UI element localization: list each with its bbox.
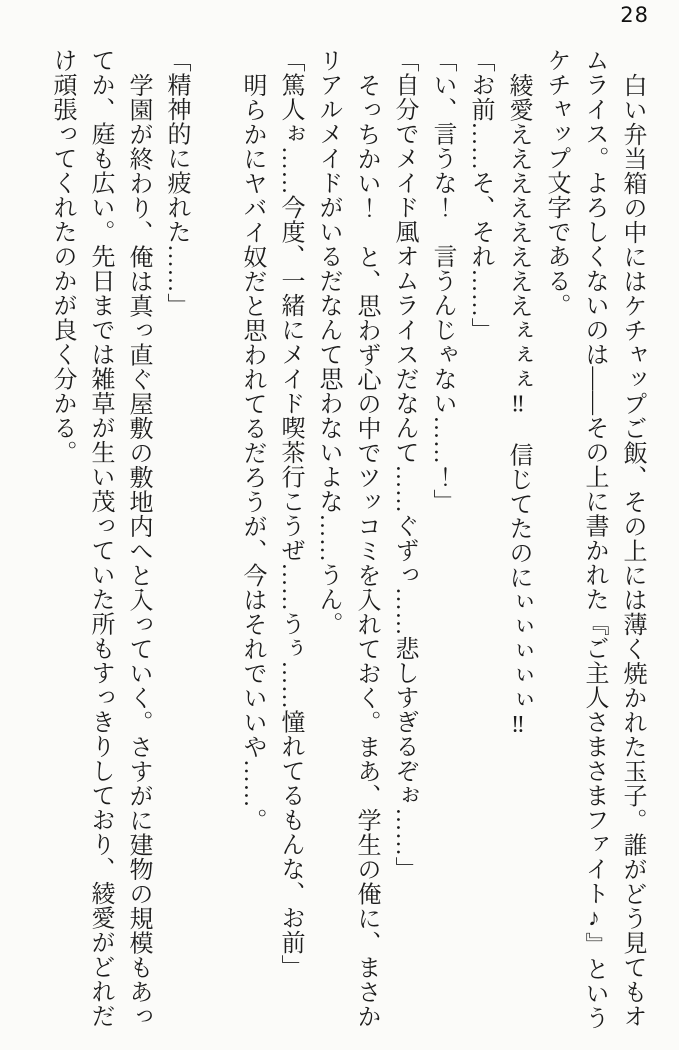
text-line: け頑張ってくれたのかが良く分かる。 (49, 48, 75, 465)
text-line: てか、庭も広い。先日までは雑草が生い茂っていた所もすっきりしており、綾愛がどれだ (87, 48, 113, 1028)
text-line: 「い、言うな！ 言うんじゃない……！」 (429, 48, 455, 514)
text-line: リアルメイドがいるだなんて思わないよな……うん。 (315, 48, 341, 636)
vertical-text-block (43, 48, 651, 1033)
text-line: 「精神的に疲れた……」 (163, 48, 189, 318)
text-line: 綾愛ええええええええぇぇぇ‼ 信じてたのにぃぃぃぃぃ‼ (505, 73, 531, 739)
text-line: 学園が終わり、俺は真っ直ぐ屋敷の敷地内へと入っていく。さすがに建物の規模もあっ (125, 73, 151, 1029)
text-line: 「篤人ぉ……今度、一緒にメイド喫茶行こうぜ……うぅ……憧れてるもんな、お前」 (277, 48, 303, 979)
text-line: そっちかい！ と、思わず心の中でツッコミを入れておく。まあ、学生の俺に、まさか (353, 73, 379, 1029)
text-line: 明らかにヤバイ奴だと思われてるだろうが、今はそれでいいや……。 (239, 73, 265, 833)
blank-line (195, 48, 233, 1033)
text-line: 「自分でメイド風オムライスだなんて……ぐずっ……悲しすぎるぞぉ……」 (391, 48, 417, 881)
text-line: ケチャップ文字である。 (543, 48, 569, 318)
text-line: ムライス。よろしくないのは――その上に書かれた『ご主人さまさまファイト♪』という (581, 48, 607, 1030)
text-line: 「お前……そ、それ……」 (467, 48, 493, 342)
page-number: 28 (620, 3, 649, 27)
text-line: 白い弁当箱の中にはケチャップご飯、その上には薄く焼かれた玉子。誰がどう見てもオ (619, 73, 645, 1029)
